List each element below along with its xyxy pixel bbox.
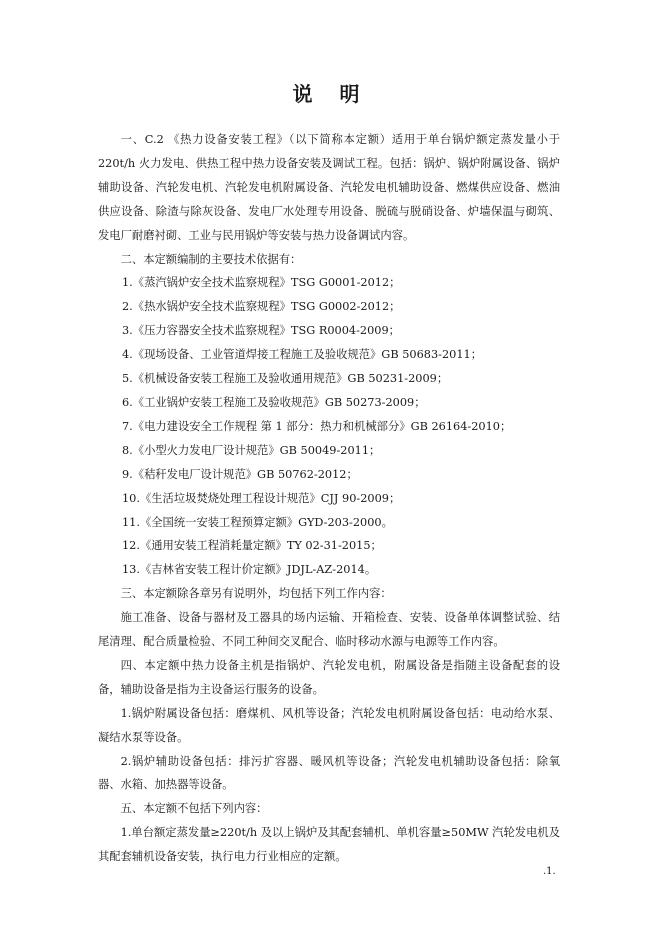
exclusions-heading: 五、本定额不包括下列内容： xyxy=(120,802,268,816)
reference-item: 10.《生活垃圾焚烧处理工程设计规范》CJJ 90-2009； xyxy=(122,491,401,505)
equipment-definition-paragraph: 四、本定额中热力设备主机是指锅炉、汽轮发电机，附属设备是指随主设备配套的设备，辅助设备是指为主设备运行服务的设备。 xyxy=(98,658,560,696)
basis-heading: 二、本定额编制的主要技术依据有： xyxy=(120,252,302,266)
page-number: .1. xyxy=(543,866,556,877)
page-title: 说 明 xyxy=(292,82,370,106)
document-body xyxy=(98,128,560,869)
reference-item: 4.《现场设备、工业管道焊接工程施工及验收规范》GB 50683-2011； xyxy=(122,348,483,362)
reference-item: 3.《压力容器安全技术监察规程》TSG R0004-2009； xyxy=(122,324,400,338)
reference-item: 8.《小型火力发电厂设计规范》GB 50049-2011； xyxy=(122,443,381,457)
work-content-paragraph: 施工准备、设备与器材及工器具的场内运输、开箱检查、安装、设备单体调整试验、结尾清理、配合质量检验、不同工种间交叉配合、临时移动水源与电源等工作内容。 xyxy=(98,611,560,649)
reference-item: 5.《机械设备安装工程施工及验收通用规范》GB 50231-2009； xyxy=(122,372,449,386)
reference-item: 11.《全国统一安装工程预算定额》GYD-203-2000。 xyxy=(122,515,393,529)
reference-item: 12.《通用安装工程消耗量定额》TY 02-31-2015； xyxy=(122,539,382,553)
work-content-heading: 三、本定额除各章另有说明外，均包括下列工作内容： xyxy=(120,587,392,601)
reference-item: 7.《电力建设安全工作规程 第 1 部分：热力和机械部分》GB 26164-2010； xyxy=(122,419,512,433)
reference-item: 6.《工业锅炉安装工程施工及验收规范》GB 50273-2009； xyxy=(122,395,426,409)
auxiliary-equipment-paragraph: 1.锅炉附属设备包括：磨煤机、风机等设备；汽轮发电机附属设备包括：电动给水泵、凝结水泵等设备。 xyxy=(98,706,560,744)
reference-item: 1.《蒸汽锅炉安全技术监察规程》TSG G0001-2012； xyxy=(122,276,401,290)
exclusion-item: 1.单台额定蒸发量≥220t/h 及以上锅炉及其配套辅机、单机容量≥50MW 汽轮发电机及其配套辅机设备安装，执行电力行业相应的定额。 xyxy=(98,826,560,864)
support-equipment-paragraph: 2.锅炉辅助设备包括：排污扩容器、暖风机等设备；汽轮发电机辅助设备包括：除氧器、水箱、加热器等设备。 xyxy=(98,754,560,792)
scope-paragraph: 一、C.2 《热力设备安装工程》（以下简称本定额）适用于单台锅炉额定蒸发量小于220t/h 火力发电、供热工程中热力设备安装及调试工程。包括：锅炉、锅炉附属设备、锅炉辅助设备、汽轮发电机、汽轮发电机附属设备、汽轮发电机辅助设备、燃煤供应设备、燃油供应设备、除渣与除灰设备、发电厂水处理专用设备、脱硫与脱硝设备、炉墙保温与砌筑、发电厂耐磨衬砌、工业与民用锅炉等安装与热力设备调试内容。 xyxy=(98,133,560,242)
reference-item: 9.《秸秆发电厂设计规范》GB 50762-2012； xyxy=(122,467,358,481)
reference-item: 13.《吉林省安装工程计价定额》JDJL-AZ-2014。 xyxy=(122,563,377,577)
reference-item: 2.《热水锅炉安全技术监察规程》TSG G0002-2012； xyxy=(122,300,401,314)
